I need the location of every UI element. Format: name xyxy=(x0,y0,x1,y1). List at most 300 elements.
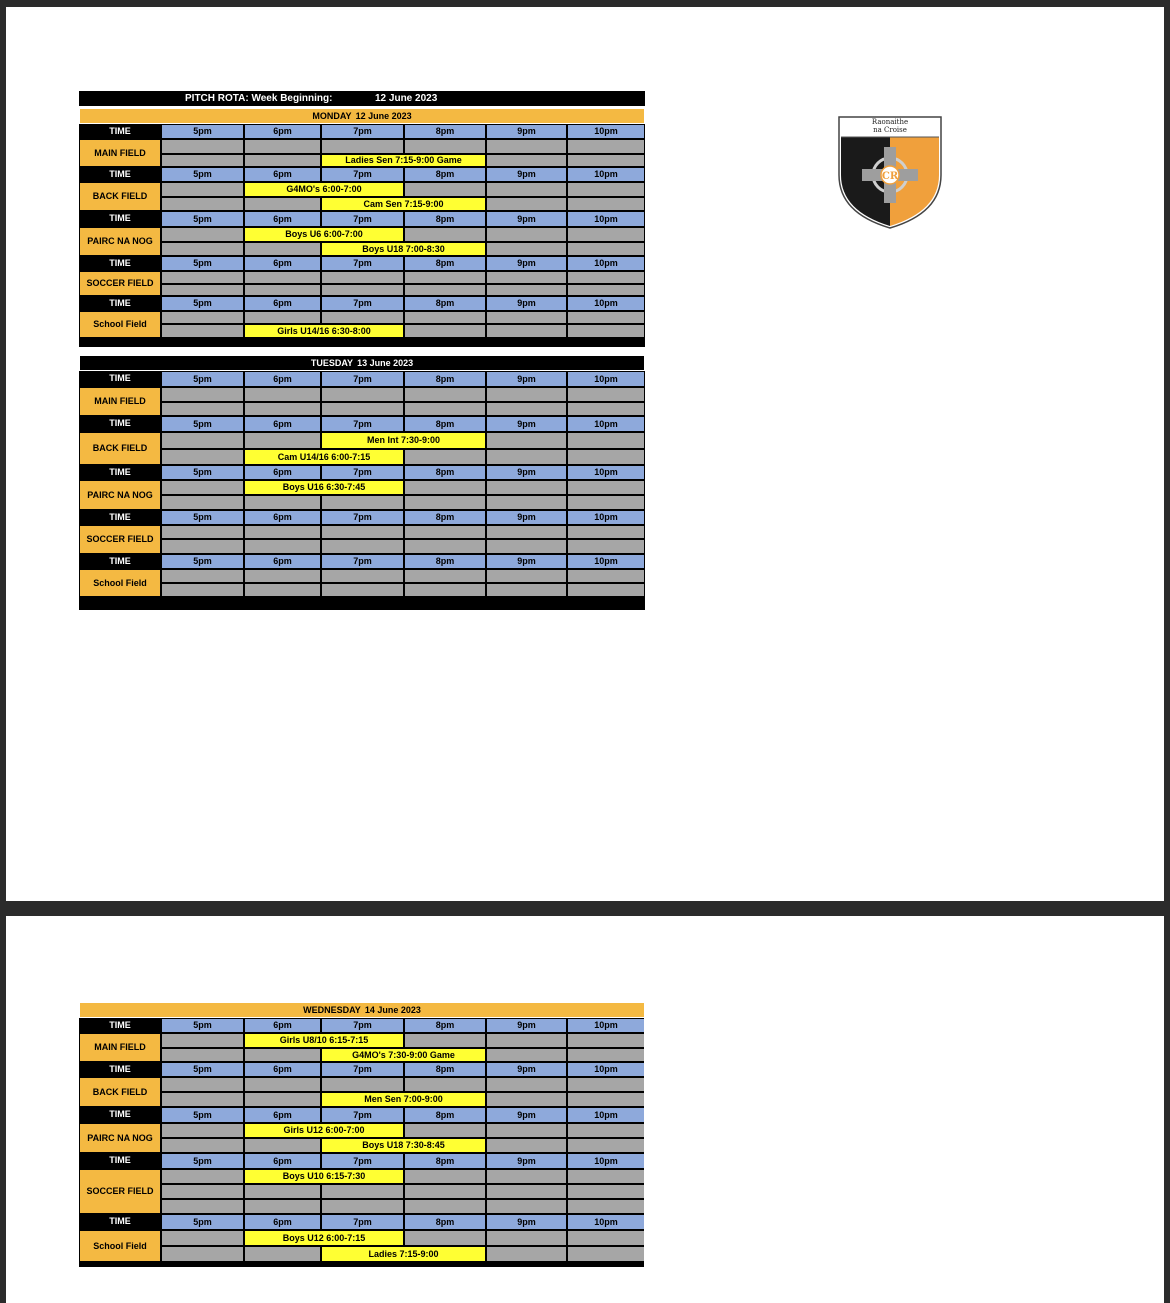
empty-slot xyxy=(245,1078,320,1091)
empty-slot xyxy=(568,1185,644,1198)
hour-header-7pm: 7pm xyxy=(322,511,403,524)
empty-slot xyxy=(322,1078,403,1091)
venue-label-back-field: BACK FIELD xyxy=(80,183,160,210)
empty-slot xyxy=(162,183,243,196)
empty-slot xyxy=(487,155,566,166)
day-name: MONDAY xyxy=(312,111,352,121)
empty-slot xyxy=(405,228,485,241)
empty-slot xyxy=(162,243,243,255)
hour-header-8pm: 8pm xyxy=(405,1154,485,1168)
hour-header-9pm: 9pm xyxy=(487,1019,566,1032)
hour-header-9pm: 9pm xyxy=(487,125,566,138)
booking-slot: Boys U18 7:00-8:30 xyxy=(322,243,485,255)
empty-slot xyxy=(405,1200,485,1213)
empty-slot xyxy=(162,1078,243,1091)
hour-header-6pm: 6pm xyxy=(245,1154,320,1168)
hour-header-7pm: 7pm xyxy=(322,417,403,431)
booking-slot: Cam Sen 7:15-9:00 xyxy=(322,198,485,210)
hour-header-10pm: 10pm xyxy=(568,1154,644,1168)
venue-label-pairc-na-nog: PAIRC NA NOG xyxy=(80,228,160,255)
empty-slot xyxy=(405,1231,485,1245)
hour-header-8pm: 8pm xyxy=(405,212,485,226)
day-date: 12 June 2023 xyxy=(355,111,412,121)
time-label: TIME xyxy=(80,211,160,226)
empty-slot xyxy=(487,1170,566,1183)
empty-slot xyxy=(162,388,243,401)
empty-slot xyxy=(245,243,320,255)
hour-header-6pm: 6pm xyxy=(245,1063,320,1076)
time-label: TIME xyxy=(80,1107,160,1122)
hour-header-8pm: 8pm xyxy=(405,1108,485,1122)
booking-slot: Boys U6 6:00-7:00 xyxy=(245,228,403,241)
empty-slot xyxy=(162,1247,243,1261)
empty-slot xyxy=(245,285,320,295)
hour-header-10pm: 10pm xyxy=(568,511,644,524)
empty-slot xyxy=(568,285,644,295)
hour-header-7pm: 7pm xyxy=(322,1019,403,1032)
empty-slot xyxy=(405,584,485,596)
empty-slot xyxy=(162,140,243,153)
hour-header-8pm: 8pm xyxy=(405,1215,485,1229)
empty-slot xyxy=(405,450,485,464)
venue-label-school-field: School Field xyxy=(80,312,160,337)
empty-slot xyxy=(405,312,485,323)
hour-header-9pm: 9pm xyxy=(487,257,566,270)
empty-slot xyxy=(162,1093,243,1106)
empty-slot xyxy=(162,1034,243,1047)
empty-slot xyxy=(405,403,485,415)
hour-header-5pm: 5pm xyxy=(162,168,243,181)
hour-header-8pm: 8pm xyxy=(405,168,485,181)
empty-slot xyxy=(245,1247,320,1261)
rota-title-label: PITCH ROTA: Week Beginning: xyxy=(185,93,333,104)
empty-slot xyxy=(568,584,644,596)
hour-header-5pm: 5pm xyxy=(162,511,243,524)
empty-slot xyxy=(322,1185,403,1198)
empty-slot xyxy=(568,1124,644,1137)
hour-header-5pm: 5pm xyxy=(162,1063,243,1076)
empty-slot xyxy=(162,403,243,415)
empty-slot xyxy=(245,1093,320,1106)
day-name: WEDNESDAY xyxy=(303,1005,361,1015)
empty-slot xyxy=(162,1231,243,1245)
hour-header-9pm: 9pm xyxy=(487,168,566,181)
hour-header-6pm: 6pm xyxy=(245,466,320,479)
hour-header-5pm: 5pm xyxy=(162,212,243,226)
empty-slot xyxy=(487,1185,566,1198)
empty-slot xyxy=(568,1170,644,1183)
empty-slot xyxy=(487,1124,566,1137)
empty-slot xyxy=(568,433,644,448)
empty-slot xyxy=(568,1093,644,1106)
empty-slot xyxy=(568,1049,644,1061)
empty-slot xyxy=(487,1049,566,1061)
time-label: TIME xyxy=(80,296,160,310)
empty-slot xyxy=(162,526,243,538)
empty-slot xyxy=(405,285,485,295)
empty-slot xyxy=(405,183,485,196)
empty-slot xyxy=(162,1124,243,1137)
time-label: TIME xyxy=(80,1062,160,1076)
empty-slot xyxy=(568,540,644,553)
empty-slot xyxy=(405,1170,485,1183)
empty-slot xyxy=(322,285,403,295)
hour-header-6pm: 6pm xyxy=(245,212,320,226)
booking-slot: Boys U12 6:00-7:15 xyxy=(245,1231,403,1245)
hour-header-8pm: 8pm xyxy=(405,372,485,386)
hour-header-6pm: 6pm xyxy=(245,555,320,568)
hour-header-5pm: 5pm xyxy=(162,555,243,568)
empty-slot xyxy=(162,1049,243,1061)
time-label: TIME xyxy=(80,124,160,138)
empty-slot xyxy=(487,496,566,509)
empty-slot xyxy=(162,285,243,295)
empty-slot xyxy=(322,140,403,153)
hour-header-10pm: 10pm xyxy=(568,1215,644,1229)
hour-header-10pm: 10pm xyxy=(568,466,644,479)
hour-header-5pm: 5pm xyxy=(162,372,243,386)
time-label: TIME xyxy=(80,1214,160,1229)
empty-slot xyxy=(568,312,644,323)
empty-slot xyxy=(568,570,644,582)
empty-slot xyxy=(487,403,566,415)
empty-slot xyxy=(487,1247,566,1261)
empty-slot xyxy=(322,1200,403,1213)
time-label: TIME xyxy=(80,465,160,479)
empty-slot xyxy=(162,1170,243,1183)
empty-slot xyxy=(245,140,320,153)
crest-text-line1: Raonaithe xyxy=(871,118,909,126)
hour-header-8pm: 8pm xyxy=(405,1063,485,1076)
empty-slot xyxy=(162,450,243,464)
booking-slot: Men Sen 7:00-9:00 xyxy=(322,1093,485,1106)
hour-header-9pm: 9pm xyxy=(487,372,566,386)
empty-slot xyxy=(568,183,644,196)
hour-header-8pm: 8pm xyxy=(405,257,485,270)
empty-slot xyxy=(487,183,566,196)
empty-slot xyxy=(487,1200,566,1213)
empty-slot xyxy=(487,198,566,210)
empty-slot xyxy=(405,272,485,283)
empty-slot xyxy=(245,155,320,166)
booking-slot: Girls U14/16 6:30-8:00 xyxy=(245,325,403,337)
empty-slot xyxy=(487,1034,566,1047)
empty-slot xyxy=(245,1049,320,1061)
hour-header-10pm: 10pm xyxy=(568,168,644,181)
hour-header-5pm: 5pm xyxy=(162,417,243,431)
time-label: TIME xyxy=(80,1153,160,1168)
empty-slot xyxy=(322,570,403,582)
hour-header-9pm: 9pm xyxy=(487,466,566,479)
booking-slot: Ladies 7:15-9:00 xyxy=(322,1247,485,1261)
empty-slot xyxy=(322,272,403,283)
empty-slot xyxy=(405,1034,485,1047)
hour-header-6pm: 6pm xyxy=(245,125,320,138)
time-label: TIME xyxy=(80,510,160,524)
empty-slot xyxy=(245,540,320,553)
hour-header-9pm: 9pm xyxy=(487,1154,566,1168)
empty-slot xyxy=(245,584,320,596)
empty-slot xyxy=(162,325,243,337)
hour-header-10pm: 10pm xyxy=(568,417,644,431)
hour-header-10pm: 10pm xyxy=(568,372,644,386)
venue-label-main-field: MAIN FIELD xyxy=(80,140,160,166)
empty-slot xyxy=(568,272,644,283)
hour-header-6pm: 6pm xyxy=(245,417,320,431)
empty-slot xyxy=(487,433,566,448)
hour-header-8pm: 8pm xyxy=(405,125,485,138)
venue-label-main-field: MAIN FIELD xyxy=(80,388,160,415)
hour-header-6pm: 6pm xyxy=(245,297,320,310)
hour-header-9pm: 9pm xyxy=(487,417,566,431)
rota-week-date: 12 June 2023 xyxy=(375,93,438,104)
hour-header-6pm: 6pm xyxy=(245,1108,320,1122)
empty-slot xyxy=(322,388,403,401)
crest-text-line2: na Croise xyxy=(873,126,907,134)
booking-slot: G4MO's 6:00-7:00 xyxy=(245,183,403,196)
hour-header-7pm: 7pm xyxy=(322,1108,403,1122)
hour-header-6pm: 6pm xyxy=(245,257,320,270)
time-label: TIME xyxy=(80,256,160,270)
empty-slot xyxy=(487,570,566,582)
hour-header-9pm: 9pm xyxy=(487,511,566,524)
venue-label-school-field: School Field xyxy=(80,570,160,596)
hour-header-5pm: 5pm xyxy=(162,257,243,270)
empty-slot xyxy=(487,243,566,255)
empty-slot xyxy=(405,1185,485,1198)
hour-header-10pm: 10pm xyxy=(568,212,644,226)
booking-slot: Ladies Sen 7:15-9:00 Game xyxy=(322,155,485,166)
hour-header-8pm: 8pm xyxy=(405,417,485,431)
empty-slot xyxy=(322,526,403,538)
empty-slot xyxy=(487,481,566,494)
booking-slot: Girls U8/10 6:15-7:15 xyxy=(245,1034,403,1047)
empty-slot xyxy=(405,1078,485,1091)
empty-slot xyxy=(322,540,403,553)
hour-header-7pm: 7pm xyxy=(322,1063,403,1076)
empty-slot xyxy=(568,243,644,255)
empty-slot xyxy=(245,1200,320,1213)
empty-slot xyxy=(322,403,403,415)
empty-slot xyxy=(162,1185,243,1198)
empty-slot xyxy=(405,570,485,582)
hour-header-10pm: 10pm xyxy=(568,1019,644,1032)
empty-slot xyxy=(245,1185,320,1198)
empty-slot xyxy=(405,140,485,153)
hour-header-9pm: 9pm xyxy=(487,212,566,226)
hour-header-7pm: 7pm xyxy=(322,125,403,138)
hour-header-10pm: 10pm xyxy=(568,125,644,138)
venue-label-pairc-na-nog: PAIRC NA NOG xyxy=(80,481,160,509)
empty-slot xyxy=(487,325,566,337)
hour-header-5pm: 5pm xyxy=(162,1108,243,1122)
hour-header-8pm: 8pm xyxy=(405,1019,485,1032)
empty-slot xyxy=(568,1200,644,1213)
empty-slot xyxy=(487,388,566,401)
hour-header-5pm: 5pm xyxy=(162,297,243,310)
empty-slot xyxy=(405,1124,485,1137)
empty-slot xyxy=(245,388,320,401)
empty-slot xyxy=(568,155,644,166)
crest-monogram: CR xyxy=(881,171,899,182)
hour-header-10pm: 10pm xyxy=(568,297,644,310)
venue-label-pairc-na-nog: PAIRC NA NOG xyxy=(80,1124,160,1152)
empty-slot xyxy=(245,570,320,582)
empty-slot xyxy=(487,1078,566,1091)
empty-slot xyxy=(568,1247,644,1261)
empty-slot xyxy=(162,198,243,210)
empty-slot xyxy=(162,584,243,596)
hour-header-5pm: 5pm xyxy=(162,1019,243,1032)
hour-header-8pm: 8pm xyxy=(405,297,485,310)
hour-header-7pm: 7pm xyxy=(322,257,403,270)
empty-slot xyxy=(245,433,320,448)
hour-header-7pm: 7pm xyxy=(322,168,403,181)
hour-header-7pm: 7pm xyxy=(322,372,403,386)
hour-header-10pm: 10pm xyxy=(568,1063,644,1076)
empty-slot xyxy=(405,540,485,553)
day-table-wednesday xyxy=(79,1002,645,1268)
empty-slot xyxy=(568,228,644,241)
hour-header-9pm: 9pm xyxy=(487,1108,566,1122)
hour-header-9pm: 9pm xyxy=(487,1215,566,1229)
empty-slot xyxy=(245,272,320,283)
empty-slot xyxy=(322,496,403,509)
hour-header-6pm: 6pm xyxy=(245,372,320,386)
empty-slot xyxy=(322,584,403,596)
empty-slot xyxy=(487,285,566,295)
empty-slot xyxy=(487,584,566,596)
empty-slot xyxy=(162,496,243,509)
empty-slot xyxy=(568,198,644,210)
hour-header-7pm: 7pm xyxy=(322,555,403,568)
empty-slot xyxy=(162,570,243,582)
venue-label-school-field: School Field xyxy=(80,1231,160,1261)
empty-slot xyxy=(162,272,243,283)
day-header-tuesday xyxy=(80,356,644,370)
hour-header-9pm: 9pm xyxy=(487,1063,566,1076)
booking-slot: Girls U12 6:00-7:00 xyxy=(245,1124,403,1137)
empty-slot xyxy=(162,481,243,494)
hour-header-8pm: 8pm xyxy=(405,511,485,524)
empty-slot xyxy=(162,312,243,323)
hour-header-10pm: 10pm xyxy=(568,257,644,270)
venue-label-soccer-field: SOCCER FIELD xyxy=(80,272,160,295)
empty-slot xyxy=(245,198,320,210)
hour-header-7pm: 7pm xyxy=(322,297,403,310)
empty-slot xyxy=(487,1231,566,1245)
empty-slot xyxy=(405,496,485,509)
empty-slot xyxy=(568,140,644,153)
empty-slot xyxy=(487,526,566,538)
hour-header-5pm: 5pm xyxy=(162,1215,243,1229)
rota-title-bar xyxy=(79,91,645,106)
empty-slot xyxy=(568,526,644,538)
empty-slot xyxy=(245,526,320,538)
empty-slot xyxy=(487,1139,566,1152)
hour-header-5pm: 5pm xyxy=(162,1154,243,1168)
day-header-wednesday xyxy=(80,1003,644,1017)
hour-header-6pm: 6pm xyxy=(245,1019,320,1032)
empty-slot xyxy=(487,312,566,323)
empty-slot xyxy=(405,481,485,494)
empty-slot xyxy=(568,325,644,337)
venue-label-main-field: MAIN FIELD xyxy=(80,1034,160,1061)
empty-slot xyxy=(405,388,485,401)
hour-header-9pm: 9pm xyxy=(487,297,566,310)
hour-header-7pm: 7pm xyxy=(322,1154,403,1168)
booking-slot: Boys U10 6:15-7:30 xyxy=(245,1170,403,1183)
empty-slot xyxy=(487,140,566,153)
day-header-monday xyxy=(80,109,644,123)
empty-slot xyxy=(568,1139,644,1152)
empty-slot xyxy=(568,481,644,494)
booking-slot: Men Int 7:30-9:00 xyxy=(322,433,485,448)
empty-slot xyxy=(162,433,243,448)
empty-slot xyxy=(405,526,485,538)
hour-header-5pm: 5pm xyxy=(162,125,243,138)
hour-header-6pm: 6pm xyxy=(245,1215,320,1229)
hour-header-8pm: 8pm xyxy=(405,555,485,568)
venue-label-back-field: BACK FIELD xyxy=(80,1078,160,1106)
empty-slot xyxy=(568,388,644,401)
day-name: TUESDAY xyxy=(310,358,354,368)
empty-slot xyxy=(487,1093,566,1106)
venue-label-soccer-field: SOCCER FIELD xyxy=(80,526,160,553)
time-label: TIME xyxy=(80,1018,160,1032)
hour-header-6pm: 6pm xyxy=(245,168,320,181)
hour-header-9pm: 9pm xyxy=(487,555,566,568)
empty-slot xyxy=(487,540,566,553)
hour-header-10pm: 10pm xyxy=(568,555,644,568)
time-label: TIME xyxy=(80,416,160,431)
booking-slot: Boys U18 7:30-8:45 xyxy=(322,1139,485,1152)
empty-slot xyxy=(568,403,644,415)
empty-slot xyxy=(322,312,403,323)
empty-slot xyxy=(487,272,566,283)
empty-slot xyxy=(162,1139,243,1152)
empty-slot xyxy=(568,1078,644,1091)
hour-header-8pm: 8pm xyxy=(405,466,485,479)
booking-slot: Boys U16 6:30-7:45 xyxy=(245,481,403,494)
empty-slot xyxy=(487,228,566,241)
venue-label-back-field: BACK FIELD xyxy=(80,433,160,464)
club-crest-logo xyxy=(837,113,943,229)
time-label: TIME xyxy=(80,554,160,568)
hour-header-7pm: 7pm xyxy=(322,466,403,479)
hour-header-6pm: 6pm xyxy=(245,511,320,524)
empty-slot xyxy=(568,1034,644,1047)
time-label: TIME xyxy=(80,371,160,386)
venue-label-soccer-field: SOCCER FIELD xyxy=(80,1170,160,1213)
hour-header-5pm: 5pm xyxy=(162,466,243,479)
time-label: TIME xyxy=(80,167,160,181)
empty-slot xyxy=(568,1231,644,1245)
day-date: 13 June 2023 xyxy=(357,358,414,368)
day-date: 14 June 2023 xyxy=(364,1005,421,1015)
day-table-monday xyxy=(79,108,645,347)
empty-slot xyxy=(245,496,320,509)
empty-slot xyxy=(568,450,644,464)
booking-slot: G4MO's 7:30-9:00 Game xyxy=(322,1049,485,1061)
empty-slot xyxy=(487,450,566,464)
hour-header-7pm: 7pm xyxy=(322,1215,403,1229)
empty-slot xyxy=(245,312,320,323)
empty-slot xyxy=(162,540,243,553)
empty-slot xyxy=(245,1139,320,1152)
hour-header-7pm: 7pm xyxy=(322,212,403,226)
day-table-tuesday xyxy=(79,355,645,610)
